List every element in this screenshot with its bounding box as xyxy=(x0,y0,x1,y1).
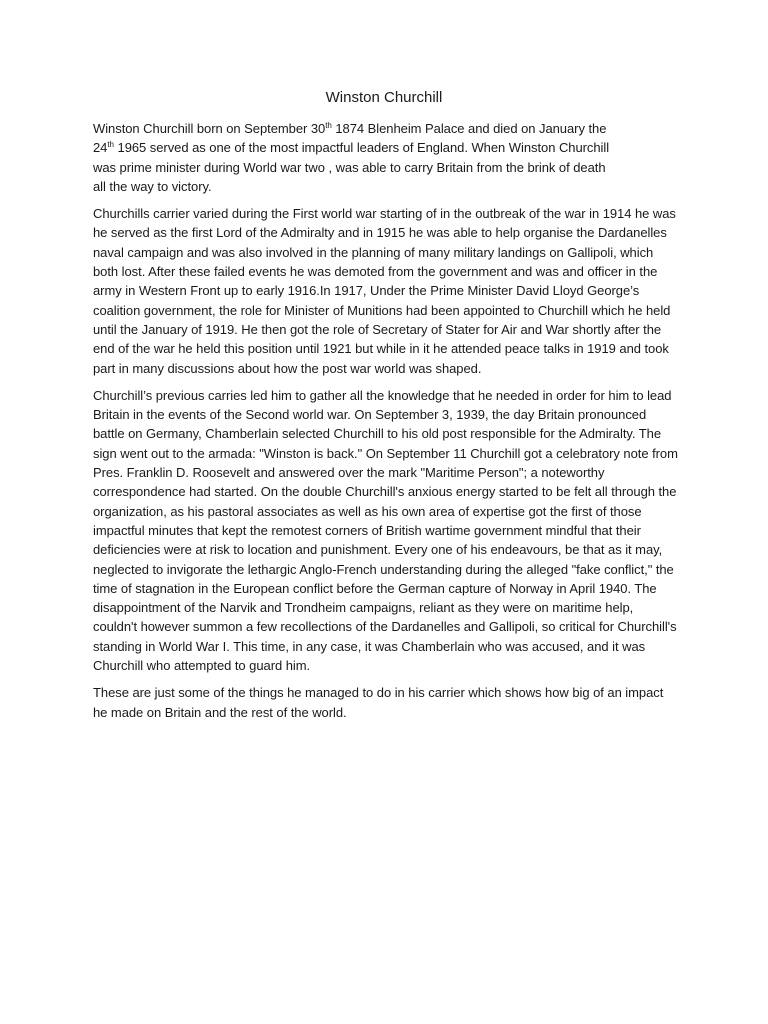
intro-line-3: was prime minister during World war two , was able to carry Britain from the brink of death xyxy=(93,159,606,175)
intro-line-2 xyxy=(93,138,678,157)
paragraph-first-world-war: Churchills carrier varied during the First world war starting of in the outbreak of the war in 1914 he was he served as the first Lord of the Admiralty and in 1915 he was able to help organise the Dardanelles naval campaign and was also involved in the planning of many military landings on Gallipoli, which both lost. After these failed events he was demoted from the government and was and officer in the army in Western Front up to early 1916.In 1917, Under the Prime Minister David Lloyd George’s coalition government, the role for Minister of Munitions had been appointed to Churchill which he held until the January of 1919. He then got the role of Secretary of Stater for Air and War shortly after the end of the war he held this position until 1921 but while in it he attended peace talks in 1919 and took part in many discussions about how the post war world was shaped. xyxy=(93,206,676,376)
document-title: Winston Churchill xyxy=(325,89,443,106)
intro-line-4: all the way to victory. xyxy=(93,178,212,194)
ordinal-superscript: th xyxy=(325,121,332,130)
paragraph-intro xyxy=(93,119,678,196)
intro-line-1-text-b: 1874 Blenheim Palace and died on January the xyxy=(331,121,607,136)
ordinal-superscript: th xyxy=(107,140,114,150)
paragraph-conclusion: These are just some of the things he managed to do in his carrier which shows how big of an impact he made on Britain and the rest of the world. xyxy=(93,685,664,720)
document-body xyxy=(93,119,678,730)
paragraph-second-world-war: Churchill’s previous carries led him to gather all the knowledge that he needed in order for him to lead Britain in the events of the Second world war. On September 3, 1939, the day Britain pronounced battle on Germany, Chamberlain selected Churchill to his old post responsible for the Admiralty. The sign went out to the armada: "Winston is back." On September 11 Churchill got a celebratory note from Pres. Franklin D. Roosevelt and answered over the mark "Maritime Person"; a noteworthy correspondence had started. On the double Churchill's anxious energy started to be felt all through the organization, as his pastoral associates as well as his own area of expertise got the first of those impactful minutes that kept the remotest corners of British wartime government mindful that their deficiencies were at risk to location and punishment. Every one of his endeavours, be that as it may, neglected to invigorate the lethargic Anglo-French understanding during the alleged "fake conflict," the time of stagnation in the European conflict before the German capture of Norway in April 1940. The disappointment of the Narvik and Trondheim campaigns, reliant as they were on maritime help, couldn't however summon a few recollections of the Dardanelles and Gallipoli, so critical for Churchill's standing in World War I. This time, in any case, it was Chamberlain who was accused, and it was Churchill who attempted to guard him. xyxy=(93,387,678,674)
intro-line-1-text-a: Winston Churchill born on September 30 xyxy=(93,121,326,136)
intro-line-2-text-b: 1965 served as one of the most impactful leaders of England. When Winston Churchill xyxy=(113,140,610,156)
intro-line-2-text-a: 24 xyxy=(93,140,108,156)
intro-line-1 xyxy=(93,119,678,138)
